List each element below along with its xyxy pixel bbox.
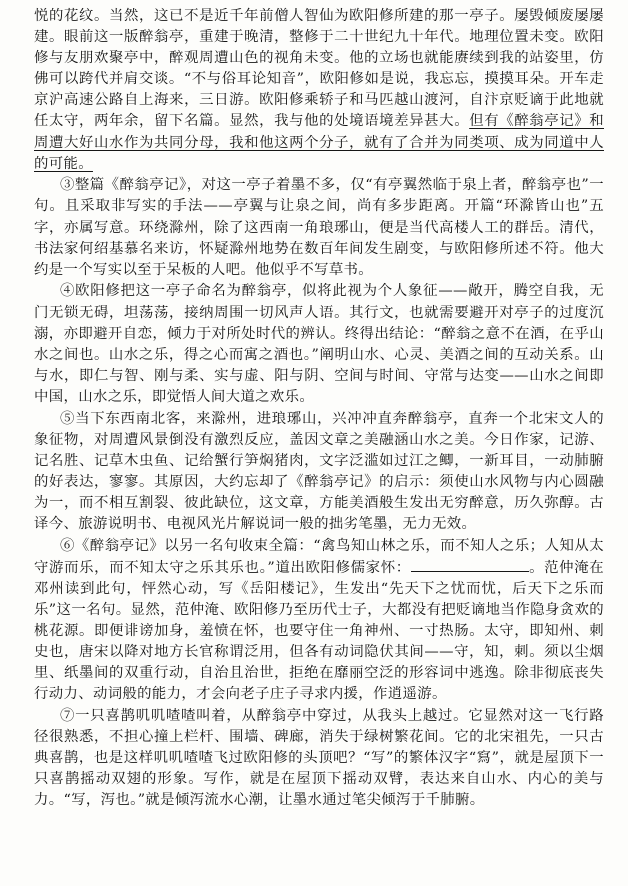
paragraph-text: ⑦一只喜鹊叽叽喳喳叫着，从醉翁亭中穿过，从我头上越过。它显然对这一飞行路径很熟悉，不担心撞上栏杆、围墙、碑廊，消失于绿树繁花间。它的北宋祖先，一只古典喜鹊，也是这样叽叽喳喳飞过欧阳修的头顶吧？“写”的繁体汉字“寫”，就是屋顶下一只喜鹊摇动双翅的形象。写作，就是在屋顶下摇动双臂，表达来自山水、内心的美与力。“写，泻也。”就是倾泻流水心潮，让墨水通过笔尖倾泻于千肺腑。 bbox=[34, 708, 604, 809]
paragraph-text: ⑥《醉翁亭记》以另一名句收束全篇：“禽鸟知山林之乐，而不知人之乐；人知从太守游而乐，而不知太守之乐其乐也。”道出欧阳修儒家怀： bbox=[34, 537, 604, 576]
paragraph-text: ④欧阳修把这一亭子命名为醉翁亭，似将此视为个人象征——敞开，腾空自我，无门无锁无碍，坦荡荡，接纳周围一切风声人语。其行文，也就需要避开对亭子的过度沉溺，亦即避开自恋，倾力于对所处时代的辨认。终得出结论：“醉翁之意不在酒，在乎山水之间也。山水之乐，得之心而寓之酒也。”阐明山水、心灵、美酒之间的互动关系。山与水，即仁与智、刚与柔、实与虚、阳与阴、空间与时间、守常与达变——山水之间即中国，山水之乐，即觉悟人间大道之欢乐。 bbox=[34, 283, 604, 405]
essay-paragraph bbox=[34, 536, 604, 706]
paragraph-text: 悦的花纹。当然，这已不是近千年前僧人智仙为欧阳修所建的那一亭子。屡毁倾废屡屡建。眼前这一版醉翁亭，重建于晚清，整修于二十世纪九十年代。地理位置未变。欧阳修与友朋欢聚亭中，醉观周遭山色的视角未变。他的立场也就能赓续到我的站姿里，仿佛可以跨代并肩交谈。“不与俗耳论知音”，欧阳修如是说，我忘忘，摸摸耳朵。开车走京沪高速公路自上海来，三日游。欧阳修乘轿子和马匹越山渡河，自汴京贬谪于此地就任太守，两年余，留下名篇。显然，我与他的处境语境差异甚大。 bbox=[34, 8, 604, 130]
essay-paragraph bbox=[34, 175, 604, 280]
paragraph-text: 。范仲淹在邓州读到此句，怦然心动，写《岳阳楼记》，生发出“先天下之忧而忧，后天下之乐而乐”这一名句。显然，范仲淹、欧阳修乃至历代士子，大都没有把贬谪地当作隐身贪欢的桃花源。即便诽谤加身，羞愤在怀，也要守住一角神州、一寸热肠。太守，即知州、刺史也，唐宋以降对地方长官称谓泛用，但各有动词隐伏其间——守，知，刺。须以尘烟里、纸墨间的双重行动，自治且治世，拒绝在靡丽空泛的形容词中逃逸。除非彻底丧失行动力、动词般的能力，才会向老子庄子寻求内援，作逍遥游。 bbox=[34, 559, 604, 703]
essay-paragraph bbox=[34, 6, 604, 175]
paragraph-text: ③整篇《醉翁亭记》，对这一亭子着墨不多，仅“有亭翼然临于泉上者，醉翁亭也”一句。且采取非写实的手法——亭翼与让泉之间，尚有多步距离。开篇“环滁皆山也”五字，亦属写意。环绕滁州，除了这西南一角琅琊山，便是当代高楼人工的群岳。清代，书法家何绍基慕名来访，怀疑滁州地势在数百年间发生剧变，与欧阳修所述不符。他大约是一个写实以至于呆板的人吧。他似乎不写草书。 bbox=[34, 177, 604, 278]
paragraph-text: ⑤当下东西南北客，来滁州，进琅琊山，兴冲冲直奔醉翁亭，直奔一个北宋文人的象征物，对周遭风景倒没有激烈反应，盖因文章之美融涵山水之美。今日作家，记游、记名胜、记草木虫鱼、记给蟹行笋焖猪肉，文字泛滥如过江之鲫，一新耳目，一动肺腑的好表达，寥寥。其原因，大约忘却了《醉翁亭记》的启示：须使山水风物与内心圆融为一，而不相互割裂、彼此缺位，这文章，方能美酒般生发出无穷醉意，历久弥醇。古译今、旅游说明书、电视风光片解说词一般的拙劣笔墨，无力无效。 bbox=[34, 410, 604, 533]
essay-paragraph bbox=[34, 706, 604, 811]
essay-paragraph bbox=[34, 409, 604, 536]
fill-in-blank bbox=[411, 557, 529, 572]
underlined-sentence: 但有《醉翁亭记》和周遭大好山水作为共同分母，我和他这两个分子，就有了合并为同类项、成为同道中人的可能。 bbox=[34, 113, 604, 172]
essay-paragraph bbox=[34, 281, 604, 408]
essay-body bbox=[34, 6, 604, 812]
